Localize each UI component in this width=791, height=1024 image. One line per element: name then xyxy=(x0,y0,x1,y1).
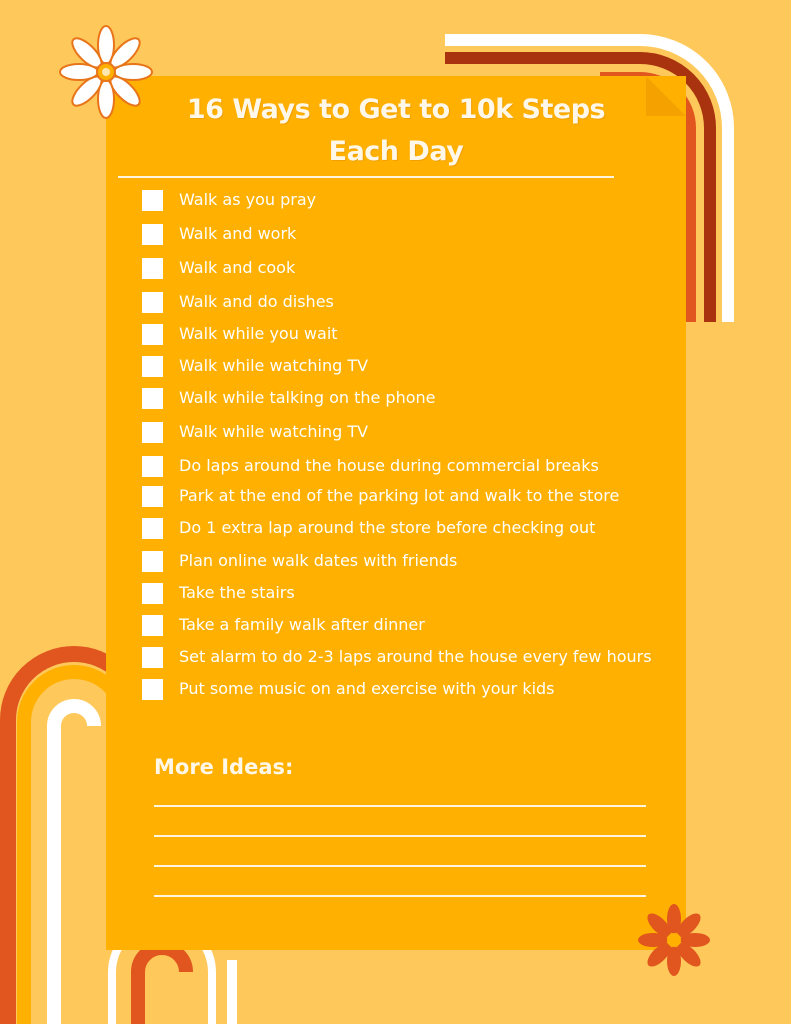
checklist-item-label: Take a family walk after dinner xyxy=(179,615,425,634)
checklist-item[interactable] xyxy=(142,222,296,246)
checklist-item-label: Walk and work xyxy=(179,224,297,243)
checklist-item[interactable] xyxy=(142,581,295,605)
checklist-item[interactable] xyxy=(142,613,425,637)
checklist-item[interactable] xyxy=(142,549,457,573)
checklist-item-label: Walk as you pray xyxy=(179,190,317,209)
checklist-item-label: Put some music on and exercise with your kids xyxy=(179,679,555,698)
checkbox[interactable] xyxy=(142,456,163,477)
checkbox[interactable] xyxy=(142,518,163,539)
more-ideas-heading: More Ideas: xyxy=(154,755,294,779)
page-title-line-2: Each Day xyxy=(328,136,464,167)
checklist-item-label: Park at the end of the parking lot and walk to the store xyxy=(179,486,620,505)
writing-line[interactable] xyxy=(154,805,646,807)
checkbox[interactable] xyxy=(142,190,163,211)
writing-line[interactable] xyxy=(154,865,646,867)
checkbox[interactable] xyxy=(142,292,163,313)
checklist-item-label: Walk and do dishes xyxy=(179,292,334,311)
checklist-item[interactable] xyxy=(142,454,599,478)
checklist-item-label: Walk and cook xyxy=(179,258,296,277)
checkbox[interactable] xyxy=(142,324,163,345)
checkbox[interactable] xyxy=(142,388,163,409)
checklist-item-label: Walk while watching TV xyxy=(179,356,369,375)
checkbox[interactable] xyxy=(142,224,163,245)
checklist-item[interactable] xyxy=(142,484,619,508)
checklist-item[interactable] xyxy=(142,188,316,212)
checkbox[interactable] xyxy=(142,647,163,668)
title-divider xyxy=(118,176,614,178)
checkbox[interactable] xyxy=(142,583,163,604)
checklist-item[interactable] xyxy=(142,645,652,669)
checklist-item[interactable] xyxy=(142,322,338,346)
checkbox[interactable] xyxy=(142,551,163,572)
checkbox[interactable] xyxy=(142,422,163,443)
checklist-item-label: Walk while you wait xyxy=(179,324,338,343)
checklist-item[interactable] xyxy=(142,420,368,444)
checkbox[interactable] xyxy=(142,356,163,377)
checklist-item-label: Do laps around the house during commercial breaks xyxy=(179,456,599,475)
checklist-item[interactable] xyxy=(142,354,368,378)
checkbox[interactable] xyxy=(142,615,163,636)
checklist-item-label: Take the stairs xyxy=(179,583,295,602)
checklist-item[interactable] xyxy=(142,516,595,540)
checkbox[interactable] xyxy=(142,258,163,279)
checkbox[interactable] xyxy=(142,679,163,700)
writing-line[interactable] xyxy=(154,895,646,897)
checklist-item[interactable] xyxy=(142,290,334,314)
checklist-item-label: Plan online walk dates with friends xyxy=(179,551,458,570)
page-title-line-1: 16 Ways to Get to 10k Steps xyxy=(186,94,606,125)
checklist-item-label: Walk while watching TV xyxy=(179,422,369,441)
checklist-item-label: Do 1 extra lap around the store before checking out xyxy=(179,518,596,537)
checklist-item[interactable] xyxy=(142,256,295,280)
checklist-item[interactable] xyxy=(142,386,436,410)
writing-line[interactable] xyxy=(154,835,646,837)
checklist-item[interactable] xyxy=(142,677,555,701)
orange-flower-icon xyxy=(636,902,712,978)
checkbox[interactable] xyxy=(142,486,163,507)
checklist-item-label: Set alarm to do 2-3 laps around the house every few hours xyxy=(179,647,652,666)
checklist-item-label: Walk while talking on the phone xyxy=(179,388,436,407)
